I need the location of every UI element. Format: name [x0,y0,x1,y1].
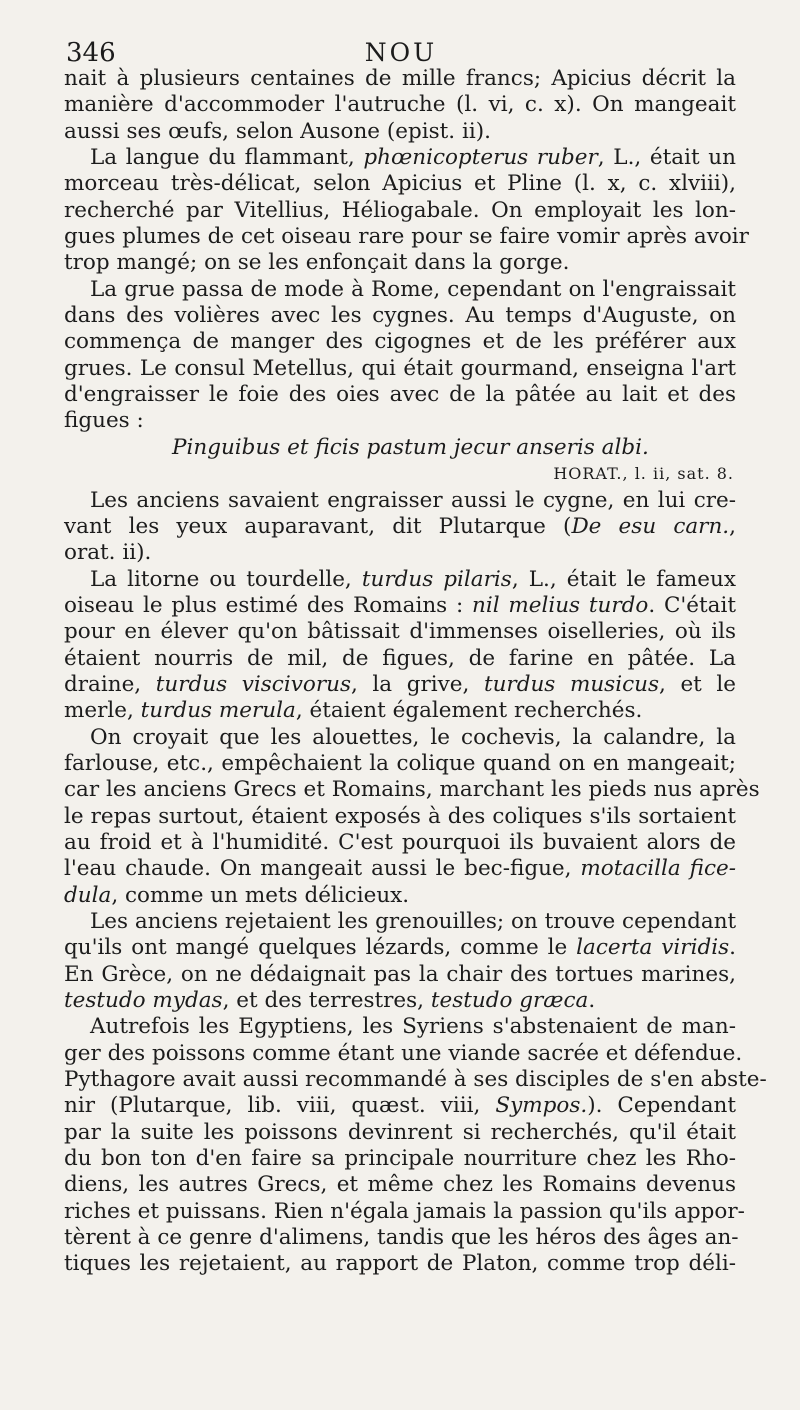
text-span: grues. Le consul Metellus, qui était gourmand, enseigna l'art [64,355,736,381]
text-span: tiques les rejetaient, au rapport de Platon, comme trop déli- [64,1251,736,1277]
text-line [64,171,736,197]
text-line [64,698,736,724]
text-span: , comme un mets délicieux. [111,882,410,908]
text-span: par la suite les poissons devinrent si recherchés, qu'il était [64,1119,736,1145]
text-span: ger des poissons comme étant une viande sacrée et défendue. [64,1040,743,1066]
italic-text: nil melius turdo [471,592,649,618]
italic-text: Sympos. [495,1093,588,1119]
text-line [64,250,736,276]
text-line [64,145,736,171]
text-span: diens, les autres Grecs, et même chez les Romains devenus [64,1172,736,1198]
text-span: recherché par Vitellius, Héliogabale. On employait les lon- [64,197,736,223]
text-line [64,1172,736,1198]
text-span: orat. ii). [64,540,152,566]
text-line [64,1014,736,1040]
text-line [64,830,736,856]
text-span: l'eau chaude. On mangeait aussi le bec-figue, [64,856,581,882]
text-span: , la grive, [350,671,484,697]
text-line [64,883,736,909]
text-line [64,382,736,408]
text-line [64,856,736,882]
text-span: nait à plusieurs centaines de mille francs; Apicius décrit la [64,66,736,91]
text-line [64,224,749,250]
text-span: d'engraisser le foie des oies avec de la pâtée au lait et des [64,382,736,408]
text-line [64,329,736,355]
text-body [64,66,767,1278]
text-span: Pythagore avait aussi recommandé à ses disciples de s'en abste- [64,1067,767,1093]
text-span: merle, [64,698,141,724]
text-span: HORAT., l. ii, sat. 8. [553,464,734,484]
italic-text: turdus merula [140,698,296,724]
text-span: le repas surtout, étaient exposés à des coliques s'ils sortaient [64,803,736,829]
text-line [64,619,736,645]
text-line [64,66,736,92]
text-line [64,303,736,329]
italic-text: turdus musicus [483,671,660,697]
text-line [64,1225,739,1251]
text-span: dans des volières avec les cygnes. Au temps d'Auguste, on [64,303,736,329]
text-span: On croyait que les alouettes, le cochevis, la calandre, la [90,724,736,750]
text-span: La litorne ou tourdelle, [90,566,362,592]
text-line [64,1067,767,1093]
text-span: Autrefois les Egyptiens, les Syriens s'abstenaient de man- [90,1014,736,1040]
text-span: draine, [64,671,156,697]
text-span: La grue passa de mode à Rome, cependant on l'engraissait [90,276,736,302]
text-span: qu'ils ont mangé quelques lézards, comme le [64,935,577,961]
text-span: étaient nourris de mil, de figues, de farine en pâtée. La [64,645,736,671]
text-line [64,92,736,118]
text-line [64,1040,743,1067]
text-span: pour en élever qu'on bâtissait d'immenses oiselleries, où ils [64,619,736,645]
text-line [64,909,736,935]
text-span: trop mangé; on se les enfonçait dans la gorge. [64,250,570,276]
text-line [64,567,736,593]
text-span: , étaient également recherchés. [295,698,643,724]
text-line [64,356,736,382]
text-span: au froid et à l'humidité. C'est pourquoi ils buvaient alors de [64,829,736,855]
text-span: ). Cependant [587,1093,736,1119]
text-span: aussi ses œufs, selon Ausone (epist. ii). [64,118,491,144]
text-line [64,1120,736,1146]
text-span: commença de manger des cigognes et de les préférer aux [64,329,736,355]
italic-text: turdus pilaris [361,566,512,592]
text-line [64,514,736,540]
text-span: . [729,935,736,961]
italic-text: phœnicopterus ruber [363,145,598,171]
text-line [64,198,736,224]
text-span: du bon ton d'en faire sa principale nourriture chez les Rho- [64,1146,736,1172]
text-line [64,488,736,514]
text-span: , [729,513,736,539]
text-line [64,593,736,619]
italic-text: De esu carn. [571,513,730,539]
text-span: farlouse, etc., empêchaient la colique quand on en mangeait; [64,750,736,776]
text-span: , L., était le fameux [511,566,737,592]
text-span: En Grèce, on ne dédaignait pas la chair des tortues marines, [64,961,736,987]
text-line [64,1251,736,1277]
text-span: Les anciens rejetaient les grenouilles; on trouve cependant [90,909,737,934]
text-line [64,988,736,1014]
text-span: nir (Plutarque, lib. viii, quæst. viii, [64,1093,496,1119]
text-span: car les anciens Grecs et Romains, marchant les pieds nus après [64,777,760,803]
text-line [64,1146,736,1172]
text-line [64,777,760,803]
text-line [64,751,736,777]
text-line [64,725,736,751]
text-span: tèrent à ce genre d'alimens, tandis que les héros des âges an- [64,1225,739,1251]
text-line [64,277,736,303]
text-span: , et le [659,671,737,697]
italic-text: testudo græca [430,988,589,1014]
text-line [64,935,736,961]
page-number: 346 [66,38,116,68]
text-span: La langue du flammant, [90,145,364,171]
italic-text: turdus viscivorus [155,671,351,697]
text-span: , L., était un [597,145,736,171]
text-line [64,1093,736,1119]
quotation-line [64,435,736,461]
text-line [64,804,736,830]
text-line [64,1198,745,1225]
text-span: oiseau le plus estimé des Romains : [64,592,472,618]
text-span: gues plumes de cet oiseau rare pour se faire vomir après avoir [64,224,749,250]
text-span: figues : [64,408,144,434]
running-title: NOU [364,38,438,67]
text-span: , et des terrestres, [222,988,431,1014]
italic-text: motacilla fice- [580,856,736,882]
text-span: . C'était [648,592,737,618]
text-line [64,646,736,672]
text-line [64,540,736,566]
text-span: manière d'accommoder l'autruche (l. vi, c. x). On mangeait [64,92,736,118]
italic-text: Pinguibus et ficis pastum jecur anseris albi. [172,434,649,460]
italic-text: lacerta viridis [576,935,730,961]
text-span: Les anciens savaient engraisser aussi le cygne, en lui cre- [90,487,736,513]
text-span: . [588,988,596,1014]
text-line [64,672,736,698]
text-line [64,408,736,434]
text-line [64,962,736,988]
text-span: riches et puissans. Rien n'égala jamais la passion qu'ils appor- [64,1198,745,1224]
citation-line [64,461,736,487]
text-line [64,119,736,145]
italic-text: testudo mydas [64,988,223,1014]
text-span: morceau très-délicat, selon Apicius et Pline (l. x, c. xlviii), [64,171,736,197]
italic-text: dula [64,882,112,908]
text-span: vant les yeux auparavant, dit Plutarque ( [64,513,572,539]
